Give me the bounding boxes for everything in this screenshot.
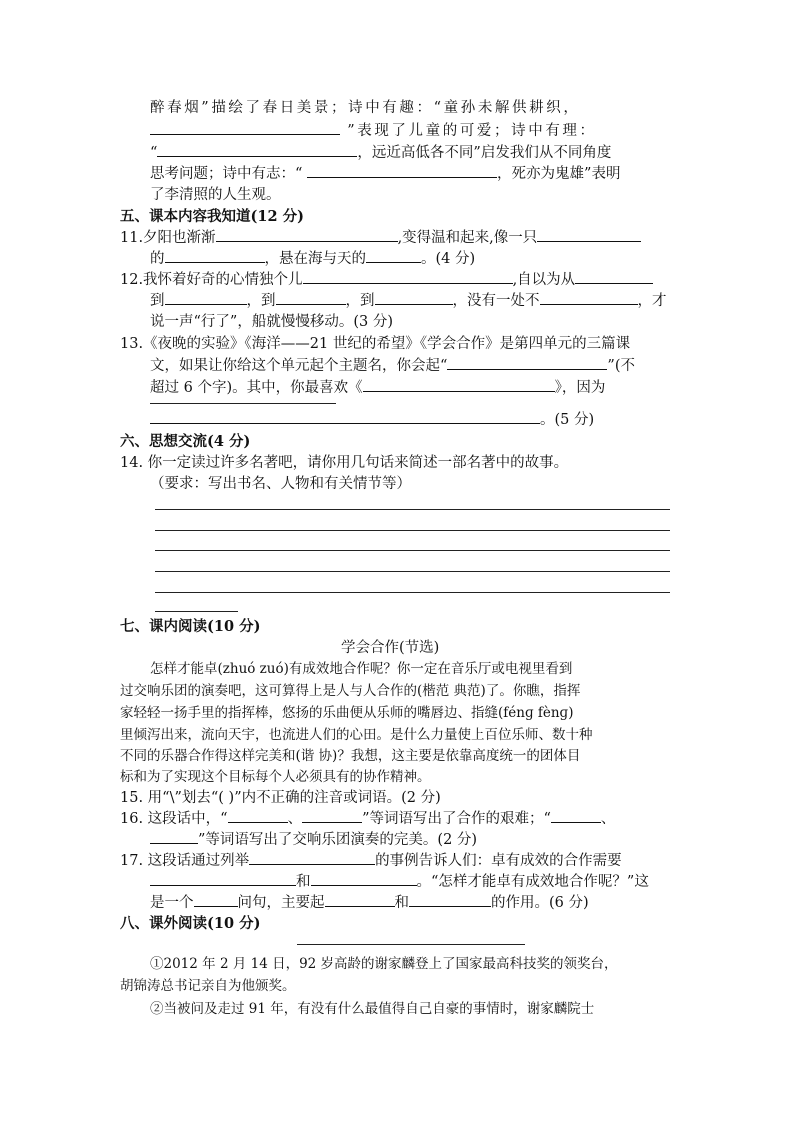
answer-blank[interactable] — [366, 248, 421, 263]
reading-line-1: ①2012 年 2 月 14 日，92 岁高龄的谢家麟登上了国家最高科技奖的领奖台， — [150, 956, 618, 972]
question-12-line-2: 到 ，到 ，到 ，没有一处不 ，才 — [150, 290, 667, 312]
answer-blank[interactable] — [540, 290, 638, 305]
answer-line[interactable] — [155, 509, 670, 510]
passage-line-3: 家轻轻一扬手里的指挥棒，悠扬的乐曲便从乐师的嘴唇边、指缝(fénɡ fènɡ) — [120, 705, 574, 721]
answer-blank[interactable] — [311, 871, 417, 886]
question-12-line-1: 12.我怀着好奇的心情独个儿 ,自以为从 — [120, 269, 653, 291]
answer-line[interactable] — [155, 592, 670, 593]
answer-blank[interactable] — [150, 120, 340, 135]
passage-title: 学会合作(节选) — [341, 640, 440, 656]
question-14-requirement: （要求：写出书名、人物和有关情节等） — [150, 476, 411, 492]
answer-blank[interactable] — [303, 269, 513, 284]
question-15: 15. 用“\”划去“( )”内不正确的注音或词语。(2 分) — [120, 790, 441, 806]
reading-line-2: 胡锦涛总书记亲自为他颁奖。 — [120, 978, 296, 994]
answer-line[interactable] — [155, 611, 238, 612]
question-13-line-5: 。(5 分) — [150, 409, 594, 431]
passage-title-blank[interactable] — [297, 944, 525, 945]
question-13-line-3: 超过 6 个字)。其中，你最喜欢《 》，因为 — [150, 377, 605, 399]
answer-blank[interactable] — [150, 409, 540, 424]
section-6-title: 六、思想交流(4 分) — [120, 433, 251, 450]
answer-line[interactable] — [150, 403, 336, 404]
question-12-line-3: 说一声“行了”，船就慢慢移动。(3 分) — [150, 314, 393, 330]
answer-blank[interactable] — [249, 850, 375, 865]
answer-blank[interactable] — [216, 227, 398, 242]
answer-blank[interactable] — [307, 163, 497, 178]
reading-line-3: ②当被问及走过 91 年，有没有什么最值得自己自豪的事情时，谢家麟院士 — [150, 1001, 595, 1017]
answer-blank[interactable] — [228, 808, 288, 823]
answer-blank[interactable] — [551, 808, 601, 823]
answer-blank[interactable] — [325, 892, 395, 907]
section-7-title: 七、课内阅读(10 分) — [120, 618, 261, 635]
question-16-line-2: ”等词语写出了交响乐团演奏的完美。(2 分) — [150, 829, 477, 851]
answer-blank[interactable] — [575, 269, 653, 284]
poem-line-4: 思考问题；诗中有志：“ ，死亦为鬼雄”表明 — [150, 163, 620, 185]
question-16-line-1: 16. 这段话中，“ 、 ”等词语写出了合作的艰难；“ 、 — [120, 808, 615, 830]
section-5-title: 五、课本内容我知道(12 分) — [120, 208, 304, 225]
passage-line-4: 里倾泻出来，流向天宇，也流进人们的心田。是什么力量使上百位乐师、数十种 — [120, 727, 593, 743]
answer-blank[interactable] — [447, 355, 607, 370]
question-11-line-2: 的 ，悬在海与天的 。(4 分) — [150, 248, 475, 270]
passage-line-5: 不同的乐器合作得这样完美和(谐 协)？我想，这主要是依靠高度统一的团体目 — [120, 748, 581, 764]
poem-line-1: 醉春烟”描绘了春日美景；诗中有趣：“童孙未解供耕织， — [150, 100, 581, 116]
passage-line-1: 怎样才能卓(zhuó zuó)有成效地合作呢？你一定在音乐厅或电视里看到 — [150, 661, 573, 677]
question-13-line-2: 文，如果让你给这个单元起个主题名，你会起“ ”(不 — [150, 355, 635, 377]
answer-line[interactable] — [155, 530, 670, 531]
passage-line-6: 标和为了实现这个目标每个人必须具有的协作精神。 — [120, 769, 431, 785]
answer-blank[interactable] — [375, 290, 453, 305]
question-17-line-3: 是一个 问句，主要起 和 的作用。(6 分) — [150, 892, 589, 914]
answer-blank[interactable] — [150, 871, 296, 886]
question-11-line-1: 11.夕阳也渐渐 ,变得温和起来,像一只 — [120, 227, 641, 249]
answer-blank[interactable] — [194, 892, 238, 907]
poem-line-2: ”表现了儿童的可爱；诗中有理： — [150, 120, 597, 142]
question-17-line-2: 和 。“怎样才能卓有成效地合作呢？”这 — [150, 871, 649, 893]
question-14: 14. 你一定读过许多名著吧，请你用几句话来简述一部名著中的故事。 — [120, 455, 569, 471]
answer-line[interactable] — [155, 571, 670, 572]
poem-line-5: 了李清照的人生观。 — [150, 187, 281, 203]
question-13-line-1: 13.《夜晚的实验》《海洋——21 世纪的希望》《学会合作》是第四单元的三篇课 — [120, 336, 631, 352]
poem-line-3: “ ，远近高低各不同”启发我们从不同角度 — [150, 142, 611, 164]
answer-blank[interactable] — [157, 142, 357, 157]
answer-blank[interactable] — [165, 290, 247, 305]
answer-blank[interactable] — [363, 377, 555, 392]
answer-blank[interactable] — [276, 290, 346, 305]
passage-line-2: 过交响乐团的演奏吧，这可算得上是人与人合作的(楷范 典范)了。你瞧，指挥 — [120, 683, 581, 699]
answer-blank[interactable] — [409, 892, 491, 907]
answer-line[interactable] — [155, 550, 670, 551]
answer-blank[interactable] — [150, 829, 198, 844]
answer-blank[interactable] — [302, 808, 362, 823]
section-8-title: 八、课外阅读(10 分) — [120, 915, 261, 932]
question-17-line-1: 17. 这段话通过列举 的事例告诉人们：卓有成效的合作需要 — [120, 850, 622, 872]
answer-blank[interactable] — [537, 227, 641, 242]
answer-blank[interactable] — [165, 248, 265, 263]
